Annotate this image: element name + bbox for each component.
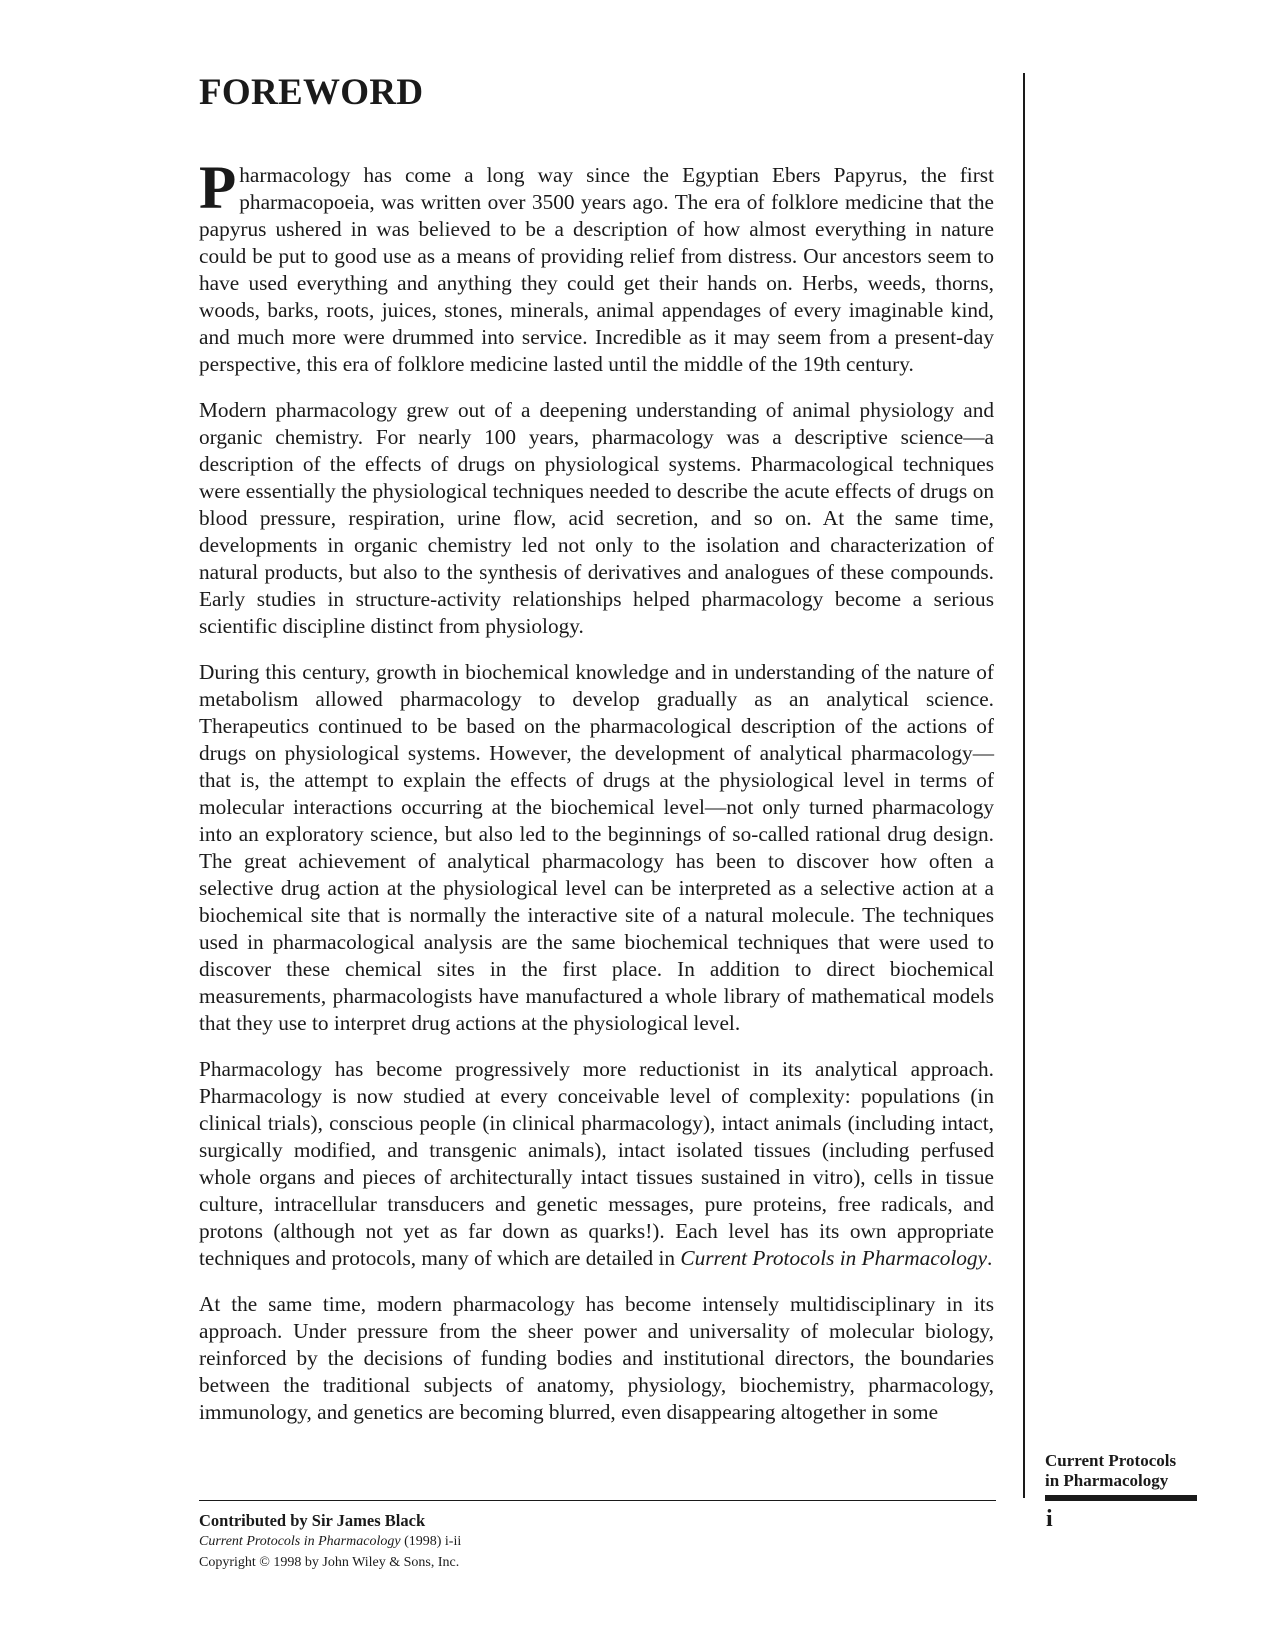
paragraph-4-end: .	[987, 1246, 993, 1270]
page-title: FOREWORD	[199, 72, 424, 113]
vertical-rule	[1023, 73, 1025, 1498]
paragraph-1	[199, 155, 994, 378]
footer-citation-title: Current Protocols in Pharmacology	[199, 1534, 401, 1549]
footer-citation-pages: (1998) i-ii	[400, 1534, 462, 1549]
footer-contributor: Contributed by Sir James Black	[199, 1511, 426, 1530]
paragraph-2: Modern pharmacology grew out of a deepening understanding of animal physiology and organic chemistry. For nearly 100 years, pharmacology was a descriptive science—a description of the effects of drugs on physiological systems. Pharmacological techniques were essentially the physiological techniques needed to describe the acute effects of drugs on blood pressure, respiration, urine flow, acid secretion, and so on. At the same time, developments in organic chemistry led not only to the isolation and characterization of natural products, but also to the synthesis of derivatives and analogues of these compounds. Early studies in structure-activity relationships helped pharmacology become a serious scientific discipline distinct from physiology.	[199, 398, 994, 638]
paragraph-1-text: harmacology has come a long way since the Egyptian Ebers Papyrus, the first pharmacopoeia, was written over 3500 years ago. The era of folklore medicine that the papyrus ushered in was believed to be a description of how almost everything in nature could be put to good use as a means of providing relief from distress. Our ancestors seem to have used everything and anything they could get their hands on. Herbs, weeds, thorns, woods, barks, roots, juices, stones, minerals, animal appendages of every imaginable kind, and much more were drummed into service. Incredible as it may seem from a present-day perspective, this era of folklore medicine lasted until the middle of the 19th century.	[199, 163, 994, 376]
footer	[199, 1510, 461, 1573]
running-head-line-2: in Pharmacology	[1045, 1471, 1169, 1490]
paragraph-4-text: Pharmacology has become progressively more reductionist in its analytical approach. Pharmacology is now studied at every conceivable level of complexity: populations (in clinical trials), conscious people (in clinical pharmacology), intact animals (including intact, surgically modified, and transgenic animals), intact isolated tissues (including perfused whole organs and pieces of architecturally intact tissues sustained in vitro), cells in tissue culture, intracellular transducers and genetic messages, pure proteins, free radicals, and protons (although not yet as far down as quarks!). Each level has its own appropriate techniques and protocols, many of which are detailed in	[199, 1057, 994, 1270]
footer-copyright: Copyright © 1998 by John Wiley & Sons, Inc.	[199, 1555, 460, 1570]
footer-citation	[199, 1531, 461, 1552]
paragraph-3: During this century, growth in biochemical knowledge and in understanding of the nature of metabolism allowed pharmacology to develop gradually as an analytical science. Therapeutics continued to be based on the pharmacological description of the actions of drugs on physiological systems. However, the development of analytical pharmacology—that is, the attempt to explain the effects of drugs at the physiological level in terms of molecular interactions occurring at the biochemical level—not only turned pharmacology into an exploratory science, but also led to the beginnings of so-called rational drug design. The great achievement of analytical pharmacology has been to discover how often a selective drug action at the physiological level can be interpreted as a selective action at a biochemical site that is normally the interactive site of a natural molecule. The techniques used in pharmacological analysis are the same biochemical techniques that were used to discover these chemical sites in the first place. In addition to direct biochemical measurements, pharmacologists have manufactured a whole library of mathematical models that they use to interpret drug actions at the physiological level.	[199, 660, 994, 1035]
drop-cap: P	[199, 155, 237, 222]
paragraph-5: At the same time, modern pharmacology has become intensely multidisciplinary in its approach. Under pressure from the sheer power and universality of molecular biology, reinforced by the decisions of funding bodies and institutional directors, the boundaries between the traditional subjects of anatomy, physiology, biochemistry, pharmacology, immunology, and genetics are becoming blurred, even disappearing altogether in some	[199, 1292, 994, 1424]
running-head	[1045, 1451, 1176, 1491]
running-head-bar	[1045, 1495, 1197, 1501]
footer-rule	[199, 1500, 996, 1501]
paragraph-4	[199, 1056, 994, 1272]
paragraph-4-book-title: Current Protocols in Pharmacology	[680, 1246, 988, 1270]
running-head-line-1: Current Protocols	[1045, 1451, 1177, 1470]
page-number: i	[1046, 1506, 1053, 1532]
article-body	[199, 155, 994, 1445]
